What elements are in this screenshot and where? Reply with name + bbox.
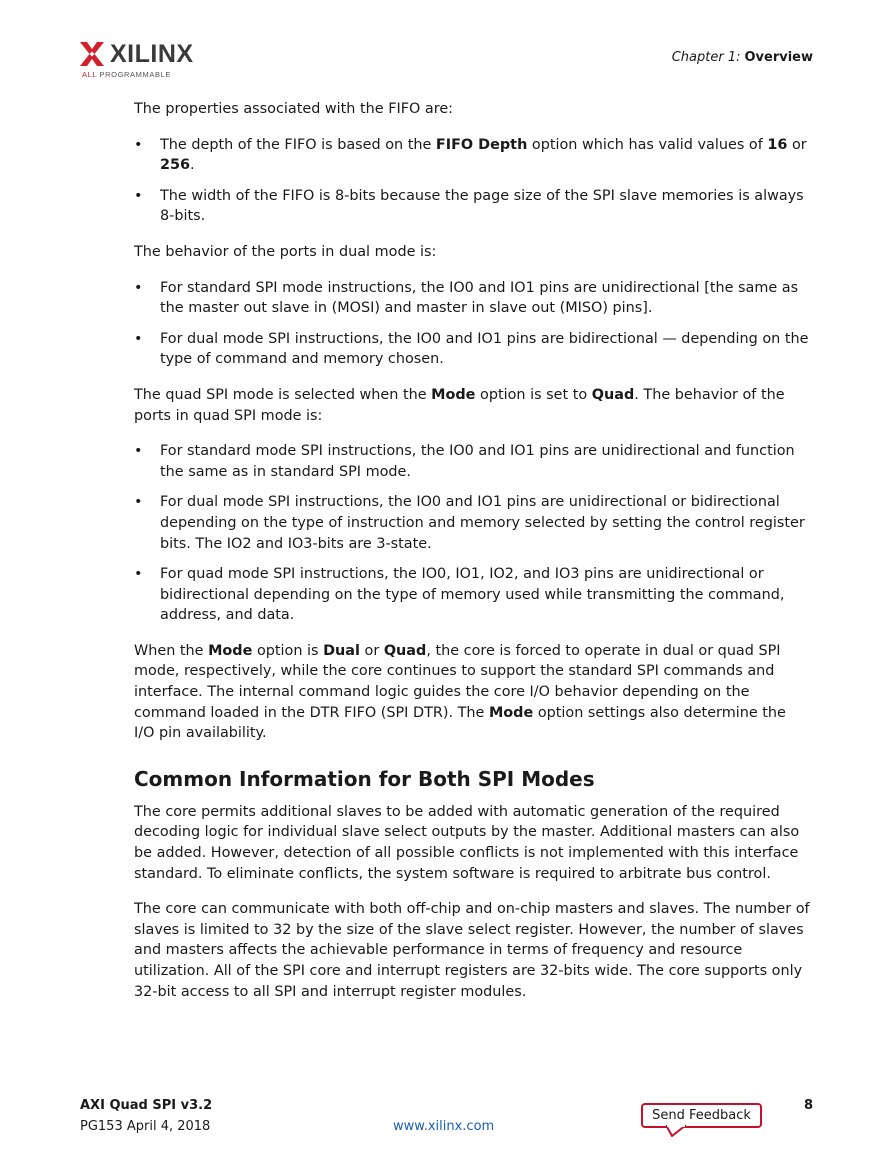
- paragraph-dual-mode-intro: The behavior of the ports in dual mode is:: [134, 243, 437, 260]
- list-item: • For quad mode SPI instructions, the IO0, IO1, IO2, and IO3 pins are unidirectional or bidirectional depending on the type of memory used while transmitting the command, address, and data.: [134, 566, 785, 624]
- list-item: • For standard SPI mode instructions, the IO0 and IO1 pins are unidirectional [the same as the master out slave in (MOSI) and master in slave out (MISO) pins].: [134, 279, 799, 317]
- list-item: • For dual mode SPI instructions, the IO0 and IO1 pins are unidirectional or bidirectional depending on the type of instruction and memory selected by setting the control register bits. The IO2 and IO3-bits are 3-state.: [134, 494, 805, 552]
- paragraph-mode-option: When the Mode option is Dual or Quad, the core is forced to operate in dual or quad SPI mode, respectively, while the core continues to support the standard SPI commands and interface. The internal command logic guides the core I/O behavior depending on the command loaded in the DTR FIFO (SPI DTR). The Mode option settings also determine the I/O pin availability.: [134, 642, 786, 742]
- paragraph-communication: The core can communicate with both off-chip and on-chip masters and slaves. The number of slaves is limited to 32 by the size of the slave select register. However, the number of slaves and masters affects the achievable performance in terms of frequency and resource utilization. All of the SPI core and interrupt registers are 32-bits wide. The core supports only 32-bit access to all SPI and interrupt register modules.: [134, 901, 810, 1000]
- footer-website-link[interactable]: www.xilinx.com: [393, 1119, 495, 1134]
- paragraph-fifo-intro: The properties associated with the FIFO are:: [134, 101, 454, 117]
- list-item: • The depth of the FIFO is based on the FIFO Depth option which has valid values of 16 or 256.: [134, 136, 807, 174]
- chapter-label: Chapter 1:: [671, 50, 741, 65]
- document-body: [134, 99, 810, 1017]
- list-item: • For dual mode SPI instructions, the IO0 and IO1 pins are bidirectional — depending on the type of command and memory chosen.: [134, 330, 809, 368]
- paragraph-additional-slaves: The core permits additional slaves to be added with automatic generation of the required decoding logic for individual slave select outputs by the master. Additional masters can also be added. However, detection of all possible conflicts is not implemented with this interface standard. To eliminate conflicts, the system software is required to arbitrate bus control.: [134, 803, 800, 882]
- chapter-title: Overview: [744, 50, 813, 65]
- send-feedback-button[interactable]: Send Feedback: [641, 1103, 762, 1128]
- list-item: • For standard mode SPI instructions, the IO0 and IO1 pins are unidirectional and function the same as in standard SPI mode.: [134, 443, 795, 480]
- page-number: 8: [803, 1098, 813, 1113]
- paragraph-quad-mode-intro: The quad SPI mode is selected when the Mode option is set to Quad. The behavior of the ports in quad SPI mode is:: [134, 386, 785, 424]
- feedback-bubble-tail-icon: [666, 1125, 686, 1137]
- fifo-properties-list: [134, 135, 810, 227]
- footer-doc-id: PG153 April 4, 2018: [80, 1119, 211, 1134]
- dual-mode-list: [134, 278, 810, 370]
- list-item: • The width of the FIFO is 8-bits because the page size of the SPI slave memories is always 8-bits.: [134, 187, 804, 225]
- xilinx-logo-icon: [80, 42, 104, 66]
- logo-tagline: ALL PROGRAMMABLE: [82, 70, 171, 79]
- footer-doc-title: AXI Quad SPI v3.2: [80, 1098, 213, 1113]
- xilinx-logo: [80, 40, 220, 82]
- logo-wordmark: XILINX: [110, 40, 194, 68]
- section-heading: Common Information for Both SPI Modes: [134, 766, 595, 791]
- quad-mode-list: [134, 441, 810, 626]
- chapter-header: [672, 50, 813, 65]
